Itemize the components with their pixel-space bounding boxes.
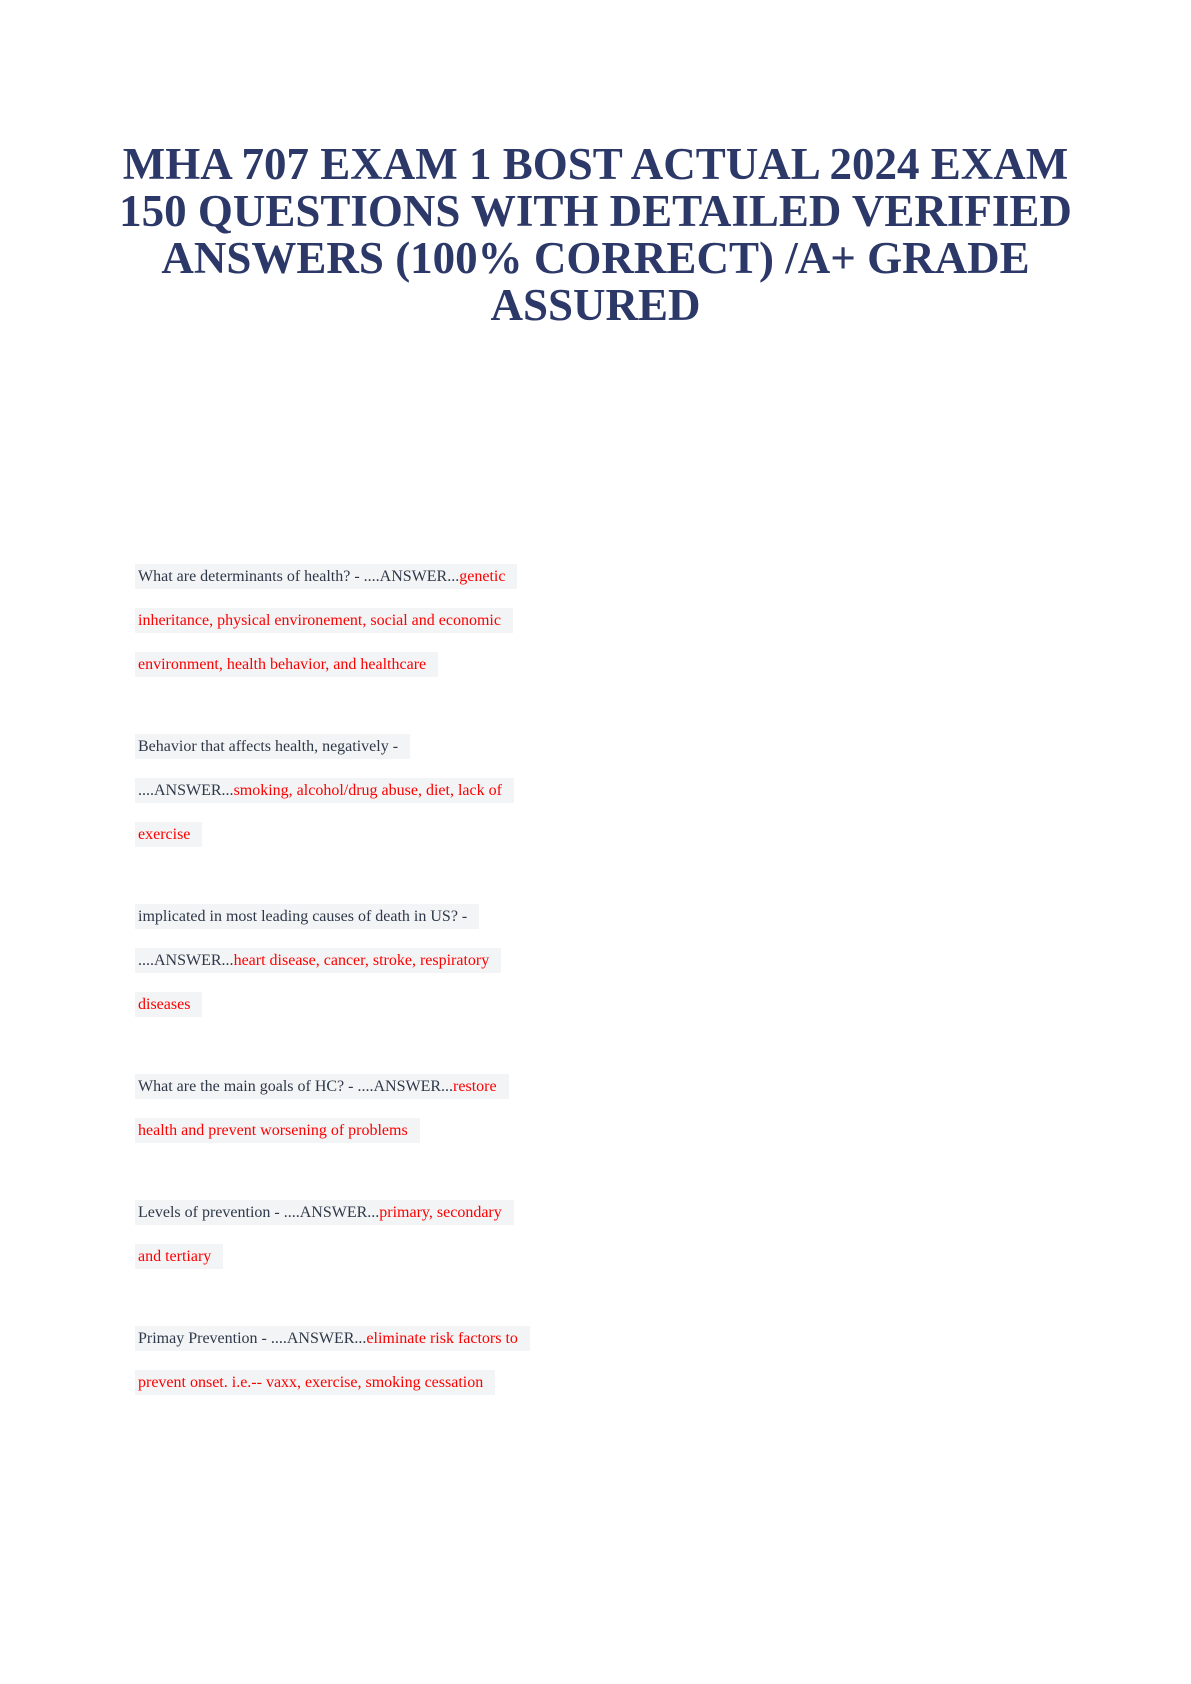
answer-segment: inheritance, physical environement, social and economic — [138, 612, 501, 629]
answer-segment: heart disease, cancer, stroke, respiratory — [233, 952, 490, 969]
qa-line — [135, 555, 1080, 599]
title-line: ASSURED — [490, 280, 701, 330]
highlighted-text — [135, 1074, 509, 1099]
question-segment: implicated in most leading causes of death in US? - — [138, 908, 468, 925]
question-segment: Primay Prevention - ....ANSWER... — [138, 1330, 367, 1347]
highlighted-text — [135, 652, 438, 677]
question-segment: What are the main goals of HC? - ....ANSWER... — [138, 1078, 454, 1095]
qa-line — [135, 1109, 1080, 1153]
highlighted-text — [135, 564, 517, 589]
qa-line — [135, 813, 1080, 857]
qa-line — [135, 1317, 1080, 1361]
question-segment: ....ANSWER... — [138, 782, 234, 799]
title-line: ANSWERS (100% CORRECT) /A+ GRADE — [161, 233, 1030, 283]
question-segment: ....ANSWER... — [138, 952, 234, 969]
qa-line — [135, 769, 1080, 813]
highlighted-text — [135, 734, 410, 759]
document-title — [70, 141, 1121, 329]
qa-line — [135, 1065, 1080, 1109]
highlighted-text — [135, 992, 202, 1017]
question-segment: Behavior that affects health, negatively - — [138, 738, 399, 755]
qa-block — [135, 1065, 1080, 1153]
answer-segment: diseases — [138, 996, 191, 1013]
answer-segment: prevent onset. i.e.-- vaxx, exercise, smoking cessation — [138, 1374, 484, 1391]
answer-segment: restore — [453, 1078, 497, 1095]
highlighted-text — [135, 1118, 420, 1143]
qa-line — [135, 939, 1080, 983]
qa-line — [135, 725, 1080, 769]
qa-list — [135, 555, 1080, 1405]
qa-line — [135, 983, 1080, 1027]
title-line: MHA 707 EXAM 1 BOST ACTUAL 2024 EXAM — [122, 139, 1069, 189]
title-line: 150 QUESTIONS WITH DETAILED VERIFIED — [119, 186, 1072, 236]
highlighted-text — [135, 904, 479, 929]
answer-segment: health and prevent worsening of problems — [138, 1122, 408, 1139]
highlighted-text — [135, 948, 501, 973]
qa-line — [135, 1191, 1080, 1235]
answer-segment: eliminate risk factors to — [366, 1330, 518, 1347]
answer-segment: environment, health behavior, and healthcare — [138, 656, 427, 673]
answer-segment: exercise — [138, 826, 191, 843]
highlighted-text — [135, 822, 202, 847]
highlighted-text — [135, 1244, 223, 1269]
qa-block — [135, 555, 1080, 687]
highlighted-text — [135, 1200, 514, 1225]
qa-line — [135, 1235, 1080, 1279]
qa-line — [135, 1361, 1080, 1405]
answer-segment: and tertiary — [138, 1248, 212, 1265]
answer-segment: primary, secondary — [379, 1204, 502, 1221]
question-segment: Levels of prevention - ....ANSWER... — [138, 1204, 380, 1221]
answer-segment: genetic — [459, 568, 506, 585]
qa-block — [135, 725, 1080, 857]
question-segment: What are determinants of health? - ....ANSWER... — [138, 568, 460, 585]
qa-line — [135, 895, 1080, 939]
highlighted-text — [135, 1326, 530, 1351]
highlighted-text — [135, 778, 514, 803]
qa-line — [135, 643, 1080, 687]
highlighted-text — [135, 1370, 495, 1395]
qa-block — [135, 1317, 1080, 1405]
answer-segment: smoking, alcohol/drug abuse, diet, lack of — [233, 782, 502, 799]
qa-line — [135, 599, 1080, 643]
highlighted-text — [135, 608, 513, 633]
qa-block — [135, 895, 1080, 1027]
qa-block — [135, 1191, 1080, 1279]
